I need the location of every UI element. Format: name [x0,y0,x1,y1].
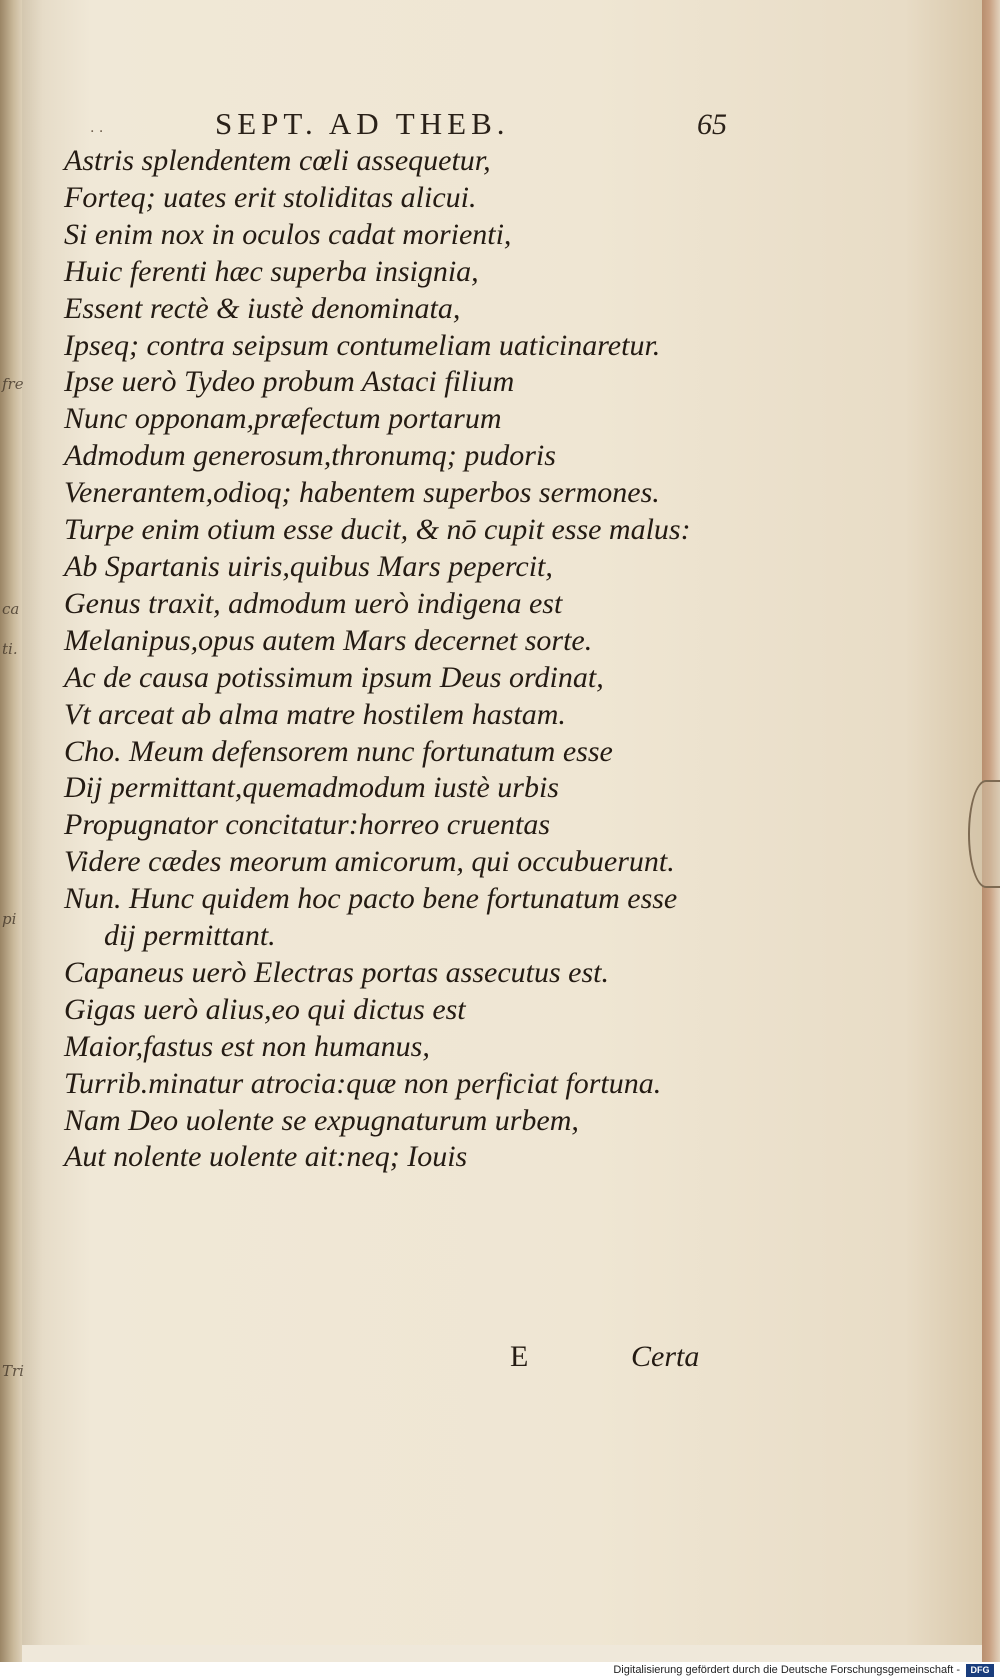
margin-fragment: ti. [2,640,18,658]
footer-bar [0,1662,1000,1680]
facing-page-edge [0,0,22,1662]
margin-fragment: pi [2,910,17,928]
signature-mark: E [510,1340,529,1373]
verse-line: Videre cædes meorum amicorum, qui occubuerunt. [64,845,675,879]
verse-line: Astris splendentem cœli assequetur, [64,144,491,177]
verse-line: Forteq; uates erit stoliditas alicui. [64,180,477,214]
dfg-logo: DFG [966,1664,994,1677]
verse-line: Ab Spartanis uiris,quibus Mars pepercit, [64,549,553,583]
verse-line: Nunc opponam,præfectum portarum [64,402,502,436]
verse-line: Propugnator concitatur:horreo cruentas [64,808,551,842]
footer-credit: Digitalisierung gefördert durch die Deutsche Forschungsgemeinschaft - [613,1664,960,1676]
verse-line: Ipseq; contra seipsum contumeliam uaticinaretur. [64,328,661,362]
verse-line: Dij permittant,quemadmodum iustè urbis [64,771,559,805]
verse-line: Vt arceat ab alma matre hostilem hastam. [64,697,566,731]
verse-line: Venerantem,odioq; habentem superbos sermones. [64,476,660,510]
verse-line: Turrib.minatur atrocia:quæ non perficiat fortuna. [64,1066,662,1100]
verse-line: Aut nolente uolente ait:neq; Iouis [64,1140,468,1174]
verse-line: Nam Deo uolente se expugnaturum urbem, [64,1103,579,1137]
verse-line: Genus traxit, admodum uerò indigena est [64,586,563,620]
ornament-dots: . . [90,120,104,136]
running-title: SEPT. AD THEB. [215,106,510,141]
verse-line: Maior,fastus est non humanus, [64,1029,430,1063]
page-number: 65 [697,108,727,141]
verse-line: Nun. Hunc quidem hoc pacto bene fortunatum esse [64,882,678,916]
catchword: Certa [631,1340,700,1373]
margin-fragment: ca [2,600,20,618]
margin-fragment: fre [2,375,24,393]
verse-line: Gigas uerò alius,eo qui dictus est [64,992,466,1026]
scan-clip-shadow [968,780,1000,888]
verse-line: Huic ferenti hæc superba insignia, [64,254,479,288]
verse-line: Ac de causa potissimum ipsum Deus ordinat, [64,660,604,694]
verse-line: Melanipus,opus autem Mars decernet sorte. [64,623,593,657]
verse-line: Essent rectè & iustè denominata, [64,291,461,325]
verse-line: Si enim nox in oculos cadat morienti, [64,217,512,251]
margin-fragment: Tri [2,1362,24,1380]
verse-line: Ipse uerò Tydeo probum Astaci filium [64,365,515,399]
verse-block [64,143,754,1176]
verse-line: Capaneus uerò Electras portas assecutus est. [64,955,609,989]
verse-line: dij permittant. [104,919,276,953]
verse-line: Turpe enim otium esse ducit, & nō cupit esse malus: [64,513,691,547]
verse-line: Cho. Meum defensorem nunc fortunatum esse [64,734,613,768]
verse-line: Admodum generosum,thronumq; pudoris [64,439,556,473]
